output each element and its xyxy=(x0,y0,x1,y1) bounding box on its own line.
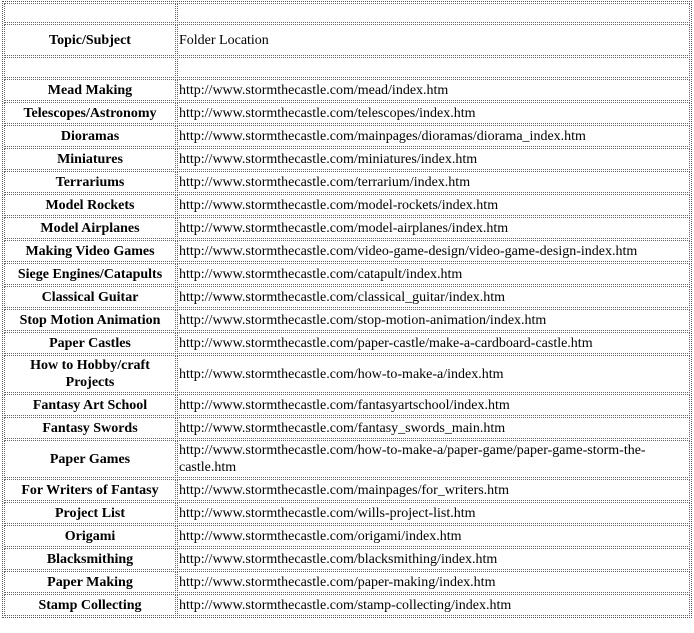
table-row xyxy=(4,502,690,524)
folder-url-cell: http://www.stormthecastle.com/classical_guitar/index.htm xyxy=(177,286,690,308)
topic-cell: Origami xyxy=(4,525,176,547)
table-row xyxy=(4,571,690,593)
spacer-cell xyxy=(4,3,176,23)
folder-url-cell: http://www.stormthecastle.com/miniatures/index.htm xyxy=(177,148,690,170)
folder-url-cell: http://www.stormthecastle.com/origami/index.htm xyxy=(177,525,690,547)
table-top-spacer-row xyxy=(4,3,690,23)
topic-cell: Paper Games xyxy=(4,440,176,478)
folder-url-cell: http://www.stormthecastle.com/fantasyartschool/index.htm xyxy=(177,394,690,416)
folder-url-cell: http://www.stormthecastle.com/wills-project-list.htm xyxy=(177,502,690,524)
topic-cell: Blacksmithing xyxy=(4,548,176,570)
table-row xyxy=(4,355,690,393)
topic-cell: Making Video Games xyxy=(4,240,176,262)
folder-url-cell: http://www.stormthecastle.com/mainpages/dioramas/diorama_index.htm xyxy=(177,125,690,147)
folder-url-cell: http://www.stormthecastle.com/how-to-make-a/paper-game/paper-game-storm-the-castle.htm xyxy=(177,440,690,478)
topic-cell: Dioramas xyxy=(4,125,176,147)
topic-cell: Project List xyxy=(4,502,176,524)
table-blank-row xyxy=(4,57,690,78)
blank-cell xyxy=(177,57,690,78)
table-row xyxy=(4,594,690,616)
table-row xyxy=(4,194,690,216)
table-row xyxy=(4,417,690,439)
folder-location-header: Folder Location xyxy=(177,24,690,56)
folder-url-cell: http://www.stormthecastle.com/fantasy_swords_main.htm xyxy=(177,417,690,439)
topic-header: Topic/Subject xyxy=(4,24,176,56)
topic-cell: Classical Guitar xyxy=(4,286,176,308)
table-row xyxy=(4,548,690,570)
table-row xyxy=(4,286,690,308)
table-row xyxy=(4,309,690,331)
folder-url-cell: http://www.stormthecastle.com/model-airplanes/index.htm xyxy=(177,217,690,239)
folder-url-cell: http://www.stormthecastle.com/paper-castle/make-a-cardboard-castle.htm xyxy=(177,332,690,354)
table-row xyxy=(4,440,690,478)
topic-cell: Stop Motion Animation xyxy=(4,309,176,331)
topic-cell: Fantasy Swords xyxy=(4,417,176,439)
folder-url-cell: http://www.stormthecastle.com/catapult/index.htm xyxy=(177,263,690,285)
table-header-row xyxy=(4,24,690,56)
folder-url-cell: http://www.stormthecastle.com/model-rockets/index.htm xyxy=(177,194,690,216)
table-row xyxy=(4,525,690,547)
table-row xyxy=(4,479,690,501)
topic-cell: Stamp Collecting xyxy=(4,594,176,616)
topic-cell: Siege Engines/Catapults xyxy=(4,263,176,285)
table-row xyxy=(4,394,690,416)
topic-cell: Paper Making xyxy=(4,571,176,593)
folder-url-cell: http://www.stormthecastle.com/paper-making/index.htm xyxy=(177,571,690,593)
topic-cell: Paper Castles xyxy=(4,332,176,354)
topic-cell: Terrariums xyxy=(4,171,176,193)
folder-url-cell: http://www.stormthecastle.com/stop-motion-animation/index.htm xyxy=(177,309,690,331)
folder-url-cell: http://www.stormthecastle.com/stamp-collecting/index.htm xyxy=(177,594,690,616)
table-row xyxy=(4,217,690,239)
folder-url-cell: http://www.stormthecastle.com/mainpages/for_writers.htm xyxy=(177,479,690,501)
folder-url-cell: http://www.stormthecastle.com/how-to-make-a/index.htm xyxy=(177,355,690,393)
topic-cell: Fantasy Art School xyxy=(4,394,176,416)
topic-cell: Miniatures xyxy=(4,148,176,170)
table-row xyxy=(4,125,690,147)
topic-cell: For Writers of Fantasy xyxy=(4,479,176,501)
topic-cell: Telescopes/Astronomy xyxy=(4,102,176,124)
table-row xyxy=(4,332,690,354)
spacer-cell xyxy=(177,3,690,23)
folder-url-cell: http://www.stormthecastle.com/blacksmithing/index.htm xyxy=(177,548,690,570)
table-row xyxy=(4,263,690,285)
blank-cell xyxy=(4,57,176,78)
table-row xyxy=(4,171,690,193)
folder-url-cell: http://www.stormthecastle.com/video-game-design/video-game-design-index.htm xyxy=(177,240,690,262)
table-row xyxy=(4,79,690,101)
table-body xyxy=(4,3,690,616)
folder-url-cell: http://www.stormthecastle.com/mead/index.htm xyxy=(177,79,690,101)
table-row xyxy=(4,148,690,170)
topic-cell: Model Airplanes xyxy=(4,217,176,239)
topic-cell: Model Rockets xyxy=(4,194,176,216)
folder-url-cell: http://www.stormthecastle.com/terrarium/index.htm xyxy=(177,171,690,193)
folder-url-cell: http://www.stormthecastle.com/telescopes/index.htm xyxy=(177,102,690,124)
folder-location-table xyxy=(2,1,692,618)
topic-cell: Mead Making xyxy=(4,79,176,101)
topic-cell: How to Hobby/craft Projects xyxy=(4,355,176,393)
table-row xyxy=(4,102,690,124)
table-row xyxy=(4,240,690,262)
